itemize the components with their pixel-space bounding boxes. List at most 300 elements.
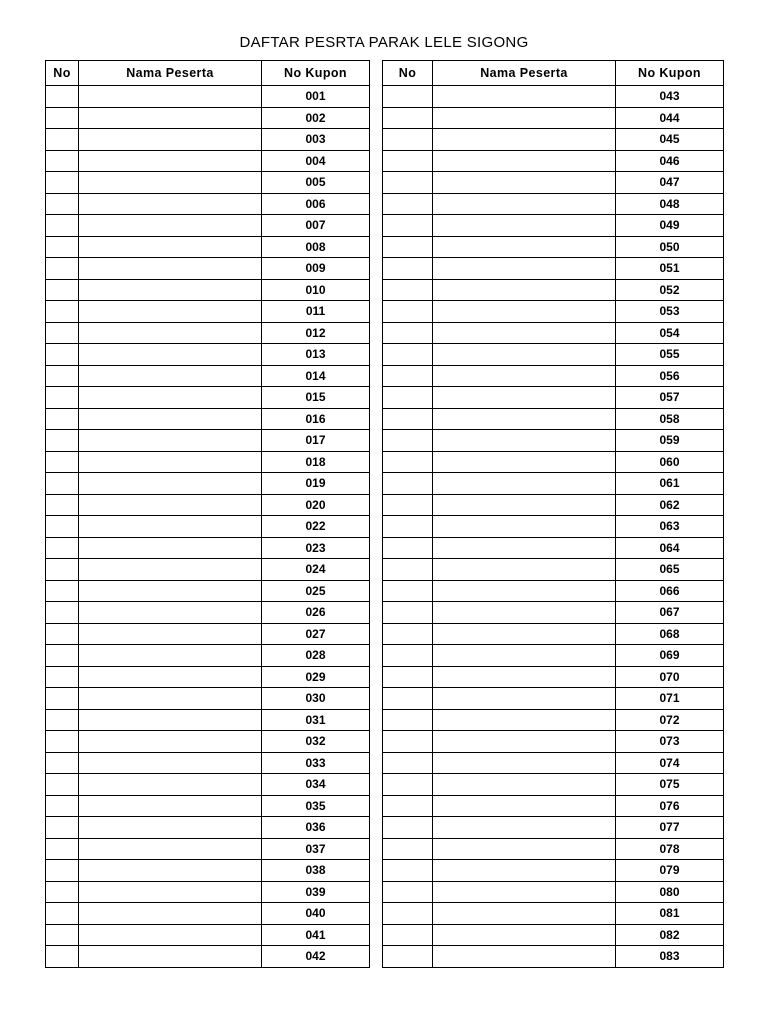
participant-name-cell[interactable] bbox=[433, 150, 616, 172]
table-row bbox=[46, 279, 370, 301]
coupon-number-cell: 072 bbox=[616, 709, 724, 731]
participant-name-cell[interactable] bbox=[79, 107, 262, 129]
row-number-cell[interactable] bbox=[46, 494, 79, 516]
participant-rows-left bbox=[46, 86, 370, 968]
coupon-number-cell: 061 bbox=[616, 473, 724, 495]
table-row bbox=[383, 946, 724, 968]
row-number-cell[interactable] bbox=[46, 258, 79, 280]
row-number-cell[interactable] bbox=[383, 752, 433, 774]
row-number-cell[interactable] bbox=[46, 365, 79, 387]
row-number-cell[interactable] bbox=[383, 172, 433, 194]
table-row bbox=[46, 946, 370, 968]
coupon-number-cell: 013 bbox=[262, 344, 370, 366]
coupon-number-cell: 052 bbox=[616, 279, 724, 301]
table-row bbox=[383, 408, 724, 430]
coupon-number-cell: 008 bbox=[262, 236, 370, 258]
coupon-number-cell: 010 bbox=[262, 279, 370, 301]
row-number-cell[interactable] bbox=[46, 903, 79, 925]
row-number-cell[interactable] bbox=[46, 387, 79, 409]
participant-name-cell[interactable] bbox=[433, 817, 616, 839]
participant-name-cell[interactable] bbox=[79, 537, 262, 559]
table-row bbox=[383, 473, 724, 495]
row-number-cell[interactable] bbox=[383, 731, 433, 753]
participant-name-cell[interactable] bbox=[79, 279, 262, 301]
row-number-cell[interactable] bbox=[383, 602, 433, 624]
row-number-cell[interactable] bbox=[383, 537, 433, 559]
participant-name-cell[interactable] bbox=[79, 709, 262, 731]
table-row bbox=[46, 451, 370, 473]
table-row bbox=[46, 258, 370, 280]
table-row bbox=[383, 645, 724, 667]
row-number-cell[interactable] bbox=[383, 279, 433, 301]
participant-name-cell[interactable] bbox=[433, 387, 616, 409]
row-number-cell[interactable] bbox=[383, 258, 433, 280]
participant-name-cell[interactable] bbox=[79, 236, 262, 258]
coupon-number-cell: 050 bbox=[616, 236, 724, 258]
coupon-number-cell: 020 bbox=[262, 494, 370, 516]
coupon-number-cell: 063 bbox=[616, 516, 724, 538]
participant-name-cell[interactable] bbox=[79, 129, 262, 151]
row-number-cell[interactable] bbox=[383, 709, 433, 731]
row-number-cell[interactable] bbox=[46, 602, 79, 624]
row-number-cell[interactable] bbox=[46, 924, 79, 946]
table-row bbox=[46, 86, 370, 108]
table-row bbox=[46, 150, 370, 172]
row-number-cell[interactable] bbox=[383, 408, 433, 430]
participant-name-cell[interactable] bbox=[79, 838, 262, 860]
table-row bbox=[46, 881, 370, 903]
participant-name-cell[interactable] bbox=[79, 860, 262, 882]
table-row bbox=[46, 473, 370, 495]
row-number-cell[interactable] bbox=[46, 580, 79, 602]
coupon-number-cell: 032 bbox=[262, 731, 370, 753]
table-row bbox=[383, 494, 724, 516]
table-row bbox=[383, 795, 724, 817]
table-row bbox=[383, 258, 724, 280]
table-row bbox=[46, 430, 370, 452]
coupon-number-cell: 078 bbox=[616, 838, 724, 860]
table-row bbox=[383, 602, 724, 624]
participant-name-cell[interactable] bbox=[79, 924, 262, 946]
participant-name-cell[interactable] bbox=[433, 344, 616, 366]
participant-name-cell[interactable] bbox=[79, 408, 262, 430]
row-number-cell[interactable] bbox=[46, 774, 79, 796]
participant-name-cell[interactable] bbox=[79, 817, 262, 839]
coupon-number-cell: 057 bbox=[616, 387, 724, 409]
table-row bbox=[383, 430, 724, 452]
participant-name-cell[interactable] bbox=[79, 86, 262, 108]
row-number-cell[interactable] bbox=[46, 795, 79, 817]
participant-name-cell[interactable] bbox=[433, 795, 616, 817]
table-row bbox=[46, 795, 370, 817]
participant-name-cell[interactable] bbox=[79, 150, 262, 172]
table-row bbox=[383, 817, 724, 839]
coupon-number-cell: 035 bbox=[262, 795, 370, 817]
participant-table-right bbox=[382, 60, 724, 968]
table-row bbox=[46, 774, 370, 796]
participant-name-cell[interactable] bbox=[433, 688, 616, 710]
row-number-cell[interactable] bbox=[383, 150, 433, 172]
coupon-number-cell: 065 bbox=[616, 559, 724, 581]
participant-name-cell[interactable] bbox=[433, 838, 616, 860]
row-number-cell[interactable] bbox=[46, 752, 79, 774]
participant-name-cell[interactable] bbox=[79, 430, 262, 452]
row-number-cell[interactable] bbox=[383, 236, 433, 258]
participant-name-cell[interactable] bbox=[433, 666, 616, 688]
coupon-number-cell: 074 bbox=[616, 752, 724, 774]
coupon-number-cell: 012 bbox=[262, 322, 370, 344]
participant-name-cell[interactable] bbox=[79, 645, 262, 667]
participant-name-cell[interactable] bbox=[433, 236, 616, 258]
coupon-number-cell: 062 bbox=[616, 494, 724, 516]
row-number-cell[interactable] bbox=[46, 645, 79, 667]
participant-name-cell[interactable] bbox=[79, 774, 262, 796]
row-number-cell[interactable] bbox=[46, 946, 79, 968]
table-row bbox=[46, 172, 370, 194]
participant-name-cell[interactable] bbox=[433, 774, 616, 796]
participant-name-cell[interactable] bbox=[433, 731, 616, 753]
table-row bbox=[46, 860, 370, 882]
table-row bbox=[383, 838, 724, 860]
coupon-number-cell: 036 bbox=[262, 817, 370, 839]
participant-name-cell[interactable] bbox=[79, 795, 262, 817]
row-number-cell[interactable] bbox=[383, 473, 433, 495]
coupon-number-cell: 053 bbox=[616, 301, 724, 323]
row-number-cell[interactable] bbox=[383, 494, 433, 516]
table-row bbox=[46, 344, 370, 366]
participant-name-cell[interactable] bbox=[79, 903, 262, 925]
row-number-cell[interactable] bbox=[383, 559, 433, 581]
participant-name-cell[interactable] bbox=[79, 516, 262, 538]
participant-name-cell[interactable] bbox=[433, 129, 616, 151]
coupon-number-cell: 005 bbox=[262, 172, 370, 194]
row-number-cell[interactable] bbox=[46, 688, 79, 710]
table-row bbox=[383, 451, 724, 473]
header-row bbox=[383, 61, 724, 86]
table-row bbox=[46, 666, 370, 688]
table-row bbox=[383, 688, 724, 710]
coupon-number-cell: 064 bbox=[616, 537, 724, 559]
row-number-cell[interactable] bbox=[383, 215, 433, 237]
participant-name-cell[interactable] bbox=[433, 709, 616, 731]
coupon-number-cell: 004 bbox=[262, 150, 370, 172]
coupon-number-cell: 016 bbox=[262, 408, 370, 430]
participant-name-cell[interactable] bbox=[79, 881, 262, 903]
participant-name-cell[interactable] bbox=[433, 107, 616, 129]
participant-name-cell[interactable] bbox=[433, 193, 616, 215]
table-row bbox=[383, 860, 724, 882]
participant-name-cell[interactable] bbox=[433, 494, 616, 516]
coupon-number-cell: 080 bbox=[616, 881, 724, 903]
row-number-cell[interactable] bbox=[383, 838, 433, 860]
table-row bbox=[383, 129, 724, 151]
coupon-number-cell: 027 bbox=[262, 623, 370, 645]
row-number-cell[interactable] bbox=[383, 924, 433, 946]
coupon-number-cell: 001 bbox=[262, 86, 370, 108]
table-row bbox=[383, 752, 724, 774]
participant-name-cell[interactable] bbox=[79, 623, 262, 645]
row-number-cell[interactable] bbox=[383, 817, 433, 839]
participant-name-cell[interactable] bbox=[79, 946, 262, 968]
row-number-cell[interactable] bbox=[46, 408, 79, 430]
table-row bbox=[46, 688, 370, 710]
participant-name-cell[interactable] bbox=[433, 580, 616, 602]
document-title: DAFTAR PESRTA PARAK LELE SIGONG bbox=[239, 34, 529, 51]
coupon-number-cell: 009 bbox=[262, 258, 370, 280]
row-number-cell[interactable] bbox=[46, 709, 79, 731]
table-row bbox=[383, 279, 724, 301]
participant-name-cell[interactable] bbox=[433, 946, 616, 968]
table-row bbox=[46, 387, 370, 409]
row-number-cell[interactable] bbox=[46, 860, 79, 882]
table-row bbox=[46, 365, 370, 387]
participant-name-cell[interactable] bbox=[79, 301, 262, 323]
row-number-cell[interactable] bbox=[46, 150, 79, 172]
row-number-cell[interactable] bbox=[46, 107, 79, 129]
row-number-cell[interactable] bbox=[46, 236, 79, 258]
table-row bbox=[46, 516, 370, 538]
row-number-cell[interactable] bbox=[383, 365, 433, 387]
table-row bbox=[46, 215, 370, 237]
row-number-cell[interactable] bbox=[46, 559, 79, 581]
participant-name-cell[interactable] bbox=[433, 451, 616, 473]
participant-name-cell[interactable] bbox=[79, 215, 262, 237]
row-number-cell[interactable] bbox=[46, 516, 79, 538]
table-row bbox=[46, 322, 370, 344]
participant-name-cell[interactable] bbox=[433, 258, 616, 280]
row-number-cell[interactable] bbox=[383, 107, 433, 129]
participant-name-cell[interactable] bbox=[433, 86, 616, 108]
participant-name-cell[interactable] bbox=[433, 537, 616, 559]
row-number-cell[interactable] bbox=[46, 623, 79, 645]
row-number-cell[interactable] bbox=[383, 795, 433, 817]
header-no: No bbox=[46, 61, 79, 86]
row-number-cell[interactable] bbox=[383, 322, 433, 344]
row-number-cell[interactable] bbox=[46, 881, 79, 903]
participant-name-cell[interactable] bbox=[433, 279, 616, 301]
table-row bbox=[46, 752, 370, 774]
table-row bbox=[46, 236, 370, 258]
coupon-number-cell: 060 bbox=[616, 451, 724, 473]
coupon-number-cell: 018 bbox=[262, 451, 370, 473]
row-number-cell[interactable] bbox=[46, 322, 79, 344]
participant-name-cell[interactable] bbox=[79, 752, 262, 774]
participant-rows-right bbox=[383, 86, 724, 968]
row-number-cell[interactable] bbox=[383, 193, 433, 215]
coupon-number-cell: 079 bbox=[616, 860, 724, 882]
coupon-number-cell: 051 bbox=[616, 258, 724, 280]
coupon-number-cell: 066 bbox=[616, 580, 724, 602]
coupon-number-cell: 049 bbox=[616, 215, 724, 237]
table-row bbox=[46, 817, 370, 839]
coupon-number-cell: 011 bbox=[262, 301, 370, 323]
participant-name-cell[interactable] bbox=[433, 881, 616, 903]
table-row bbox=[383, 666, 724, 688]
coupon-number-cell: 070 bbox=[616, 666, 724, 688]
table-row bbox=[46, 709, 370, 731]
table-row bbox=[46, 924, 370, 946]
row-number-cell[interactable] bbox=[46, 451, 79, 473]
row-number-cell[interactable] bbox=[46, 279, 79, 301]
participant-name-cell[interactable] bbox=[433, 215, 616, 237]
header-coupon: No Kupon bbox=[616, 61, 724, 86]
participant-name-cell[interactable] bbox=[433, 473, 616, 495]
coupon-number-cell: 023 bbox=[262, 537, 370, 559]
participant-name-cell[interactable] bbox=[433, 602, 616, 624]
row-number-cell[interactable] bbox=[46, 731, 79, 753]
participant-name-cell[interactable] bbox=[433, 559, 616, 581]
header-name: Nama Peserta bbox=[433, 61, 616, 86]
row-number-cell[interactable] bbox=[46, 129, 79, 151]
coupon-number-cell: 054 bbox=[616, 322, 724, 344]
participant-name-cell[interactable] bbox=[79, 451, 262, 473]
participant-name-cell[interactable] bbox=[79, 193, 262, 215]
participant-name-cell[interactable] bbox=[433, 903, 616, 925]
table-row bbox=[46, 537, 370, 559]
coupon-number-cell: 043 bbox=[616, 86, 724, 108]
table-row bbox=[383, 881, 724, 903]
coupon-number-cell: 046 bbox=[616, 150, 724, 172]
coupon-number-cell: 059 bbox=[616, 430, 724, 452]
participant-name-cell[interactable] bbox=[433, 924, 616, 946]
table-row bbox=[383, 516, 724, 538]
coupon-number-cell: 082 bbox=[616, 924, 724, 946]
row-number-cell[interactable] bbox=[383, 387, 433, 409]
participant-name-cell[interactable] bbox=[79, 580, 262, 602]
row-number-cell[interactable] bbox=[383, 946, 433, 968]
table-row bbox=[383, 709, 724, 731]
participant-name-cell[interactable] bbox=[433, 645, 616, 667]
coupon-number-cell: 014 bbox=[262, 365, 370, 387]
table-row bbox=[46, 602, 370, 624]
coupon-number-cell: 006 bbox=[262, 193, 370, 215]
participant-table-left bbox=[45, 60, 370, 968]
participant-name-cell[interactable] bbox=[79, 731, 262, 753]
coupon-number-cell: 075 bbox=[616, 774, 724, 796]
coupon-number-cell: 024 bbox=[262, 559, 370, 581]
table-row bbox=[46, 580, 370, 602]
coupon-number-cell: 081 bbox=[616, 903, 724, 925]
row-number-cell[interactable] bbox=[383, 86, 433, 108]
participant-name-cell[interactable] bbox=[433, 365, 616, 387]
table-row bbox=[46, 301, 370, 323]
participant-name-cell[interactable] bbox=[79, 602, 262, 624]
participant-name-cell[interactable] bbox=[79, 494, 262, 516]
row-number-cell[interactable] bbox=[383, 881, 433, 903]
row-number-cell[interactable] bbox=[46, 666, 79, 688]
column-gap bbox=[369, 60, 382, 968]
row-number-cell[interactable] bbox=[383, 645, 433, 667]
participant-name-cell[interactable] bbox=[79, 258, 262, 280]
table-row bbox=[46, 559, 370, 581]
row-number-cell[interactable] bbox=[383, 430, 433, 452]
table-row bbox=[383, 150, 724, 172]
table-row bbox=[383, 301, 724, 323]
coupon-number-cell: 038 bbox=[262, 860, 370, 882]
participant-name-cell[interactable] bbox=[433, 408, 616, 430]
coupon-number-cell: 083 bbox=[616, 946, 724, 968]
table-row bbox=[46, 731, 370, 753]
row-number-cell[interactable] bbox=[46, 215, 79, 237]
row-number-cell[interactable] bbox=[46, 473, 79, 495]
participant-name-cell[interactable] bbox=[433, 172, 616, 194]
row-number-cell[interactable] bbox=[383, 903, 433, 925]
row-number-cell[interactable] bbox=[383, 451, 433, 473]
participant-name-cell[interactable] bbox=[79, 666, 262, 688]
table-row bbox=[46, 838, 370, 860]
participant-name-cell[interactable] bbox=[79, 387, 262, 409]
participant-name-cell[interactable] bbox=[433, 322, 616, 344]
participant-name-cell[interactable] bbox=[433, 430, 616, 452]
table-row bbox=[383, 344, 724, 366]
participant-name-cell[interactable] bbox=[79, 172, 262, 194]
row-number-cell[interactable] bbox=[383, 666, 433, 688]
table-row bbox=[383, 774, 724, 796]
row-number-cell[interactable] bbox=[46, 172, 79, 194]
row-number-cell[interactable] bbox=[383, 344, 433, 366]
participant-name-cell[interactable] bbox=[79, 688, 262, 710]
row-number-cell[interactable] bbox=[383, 623, 433, 645]
participant-name-cell[interactable] bbox=[433, 623, 616, 645]
row-number-cell[interactable] bbox=[46, 344, 79, 366]
coupon-number-cell: 033 bbox=[262, 752, 370, 774]
header-row bbox=[46, 61, 370, 86]
participant-name-cell[interactable] bbox=[433, 516, 616, 538]
participant-name-cell[interactable] bbox=[433, 752, 616, 774]
table-row bbox=[383, 924, 724, 946]
coupon-number-cell: 003 bbox=[262, 129, 370, 151]
participant-name-cell[interactable] bbox=[433, 860, 616, 882]
participant-name-cell[interactable] bbox=[79, 344, 262, 366]
coupon-number-cell: 044 bbox=[616, 107, 724, 129]
row-number-cell[interactable] bbox=[46, 430, 79, 452]
row-number-cell[interactable] bbox=[383, 860, 433, 882]
participant-name-cell[interactable] bbox=[79, 559, 262, 581]
header-no: No bbox=[383, 61, 433, 86]
table-row bbox=[383, 580, 724, 602]
participant-name-cell[interactable] bbox=[79, 322, 262, 344]
table-row bbox=[46, 645, 370, 667]
row-number-cell[interactable] bbox=[383, 774, 433, 796]
row-number-cell[interactable] bbox=[383, 688, 433, 710]
coupon-number-cell: 067 bbox=[616, 602, 724, 624]
row-number-cell[interactable] bbox=[46, 301, 79, 323]
table-row bbox=[383, 322, 724, 344]
table-row bbox=[46, 623, 370, 645]
table-row bbox=[383, 365, 724, 387]
row-number-cell[interactable] bbox=[46, 193, 79, 215]
coupon-number-cell: 077 bbox=[616, 817, 724, 839]
table-row bbox=[383, 537, 724, 559]
row-number-cell[interactable] bbox=[383, 516, 433, 538]
table-row bbox=[46, 129, 370, 151]
coupon-number-cell: 069 bbox=[616, 645, 724, 667]
row-number-cell[interactable] bbox=[46, 838, 79, 860]
coupon-number-cell: 017 bbox=[262, 430, 370, 452]
participant-name-cell[interactable] bbox=[79, 365, 262, 387]
row-number-cell[interactable] bbox=[46, 537, 79, 559]
row-number-cell[interactable] bbox=[383, 129, 433, 151]
row-number-cell[interactable] bbox=[46, 817, 79, 839]
table-row bbox=[383, 623, 724, 645]
participant-name-cell[interactable] bbox=[433, 301, 616, 323]
coupon-number-cell: 047 bbox=[616, 172, 724, 194]
row-number-cell[interactable] bbox=[383, 580, 433, 602]
participant-name-cell[interactable] bbox=[79, 473, 262, 495]
table-row bbox=[383, 559, 724, 581]
row-number-cell[interactable] bbox=[383, 301, 433, 323]
row-number-cell[interactable] bbox=[46, 86, 79, 108]
